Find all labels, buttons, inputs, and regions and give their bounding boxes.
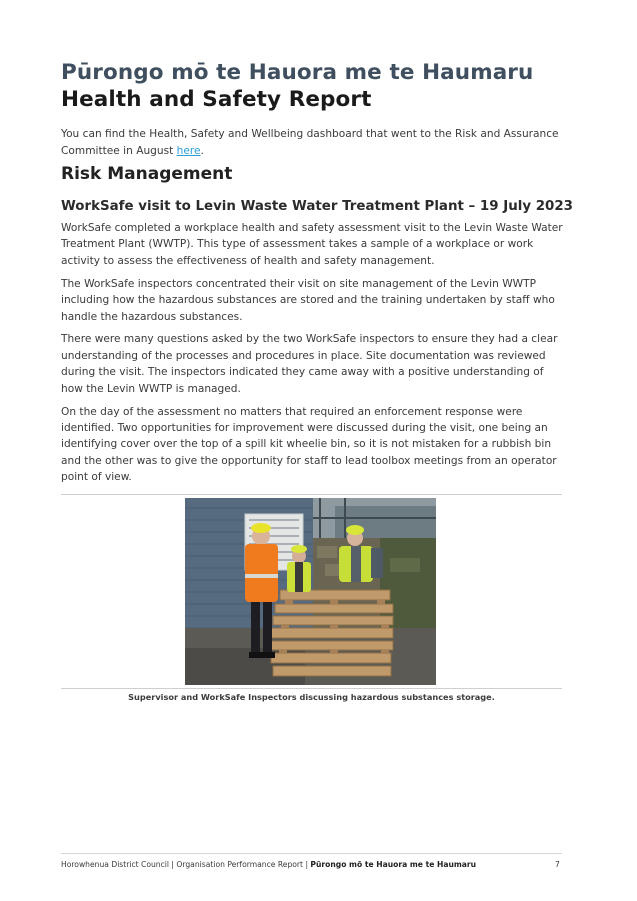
figure-top-divider [61, 494, 562, 495]
page-title-english: Health and Safety Report [61, 87, 372, 112]
body-paragraph: The WorkSafe inspectors concentrated their visit on site management of the Levin WWTP including how the hazardous substances are stored and the training undertaken by staff who handle the hazardous substances. [61, 277, 555, 323]
photo-caption: Supervisor and WorkSafe Inspectors discussing hazardous substances storage. [128, 692, 495, 702]
body-paragraph: There were many questions asked by the two WorkSafe inspectors to ensure they had a clear understanding of the processes and procedures in place. Site documentation was reviewed during the visit. The inspectors indicated they came away with a positive understanding of how the Levin WWTP is managed. [61, 333, 558, 395]
page-number: 7 [555, 860, 560, 869]
intro-text-end: . [200, 144, 204, 157]
footer-org: Horowhenua District Council | Organisation Performance Report | [61, 860, 311, 869]
section-subheading: WorkSafe visit to Levin Waste Water Treatment Plant – 19 July 2023 [61, 199, 573, 214]
intro-text: You can find the Health, Safety and Wellbeing dashboard that went to the Risk and Assurance Committee in August [61, 128, 559, 157]
footer-report-title: Pūrongo mō te Hauora me te Haumaru [310, 860, 477, 869]
dashboard-link[interactable]: here [176, 144, 201, 157]
site-visit-photo [185, 498, 436, 685]
page-title-maori: Pūrongo mō te Hauora me te Haumaru [61, 60, 534, 85]
section-body [61, 220, 563, 492]
footer-text [61, 860, 476, 869]
figure-bottom-divider [61, 688, 562, 689]
footer-divider [61, 853, 562, 854]
intro-paragraph [61, 126, 561, 159]
body-paragraph: On the day of the assessment no matters that required an enforcement response were identified. Two opportunities for improvement were discussed during the visit, one being an identifying cover over the top of a spill kit wheelie bin, so it is not mistaken for a rubbish bin and the other was to give the opportunity for staff to lead toolbox meetings from an operator point of view. [61, 405, 557, 484]
body-paragraph: WorkSafe completed a workplace health and safety assessment visit to the Levin Waste Water Treatment Plant (WWTP). This type of assessment takes a sample of a workplace or work activity to assess the effectiveness of health and safety management. [61, 222, 563, 267]
section-heading: Risk Management [61, 164, 233, 184]
